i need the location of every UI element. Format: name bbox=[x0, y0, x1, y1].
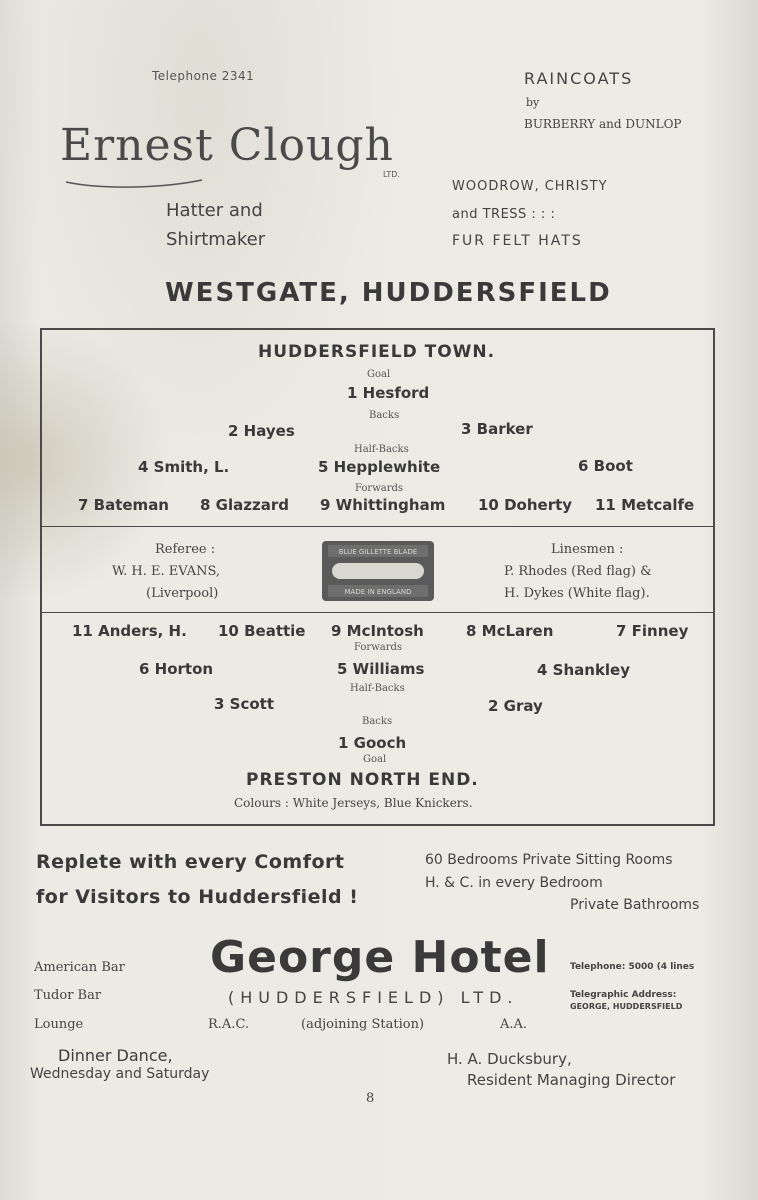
linesman-1: P. Rhodes (Red flag) & bbox=[504, 564, 652, 579]
linesman-2: H. Dykes (White flag). bbox=[504, 586, 650, 601]
hat-brands-line1: WOODROW, CHRISTY bbox=[452, 179, 608, 194]
rac-badge: R.A.C. bbox=[208, 1017, 250, 1032]
away-halfback-centre: 5 Williams bbox=[337, 660, 425, 678]
away-back-right: 2 Gray bbox=[488, 697, 543, 715]
telegraphic-label: Telegraphic Address: bbox=[570, 990, 677, 1000]
dinner-dance: Dinner Dance, bbox=[58, 1046, 173, 1065]
raincoat-brands: BURBERRY and DUNLOP bbox=[524, 117, 682, 131]
hat-brands-line2: and TRESS : : : bbox=[452, 207, 556, 222]
away-forward-2: 10 Beattie bbox=[218, 622, 306, 640]
home-team-name: HUDDERSFIELD TOWN. bbox=[258, 342, 496, 362]
hotel-ltd: (HUDDERSFIELD) LTD. bbox=[228, 988, 519, 1007]
lounge: Lounge bbox=[34, 1017, 84, 1032]
aa-badge: A.A. bbox=[500, 1017, 528, 1032]
home-forward-1: 7 Bateman bbox=[78, 496, 169, 514]
hotel-manager: H. A. Ducksbury, bbox=[447, 1050, 572, 1068]
home-back-left: 2 Hayes bbox=[228, 422, 295, 440]
away-halfback-left: 6 Horton bbox=[139, 660, 214, 678]
home-backs-label: Backs bbox=[369, 410, 400, 421]
american-bar: American Bar bbox=[34, 960, 125, 975]
razor-blade-icon bbox=[318, 535, 438, 607]
tudor-bar: Tudor Bar bbox=[34, 988, 102, 1003]
fur-felt-hats: FUR FELT HATS bbox=[452, 233, 583, 249]
comfort-line-2: for Visitors to Huddersfield ! bbox=[36, 886, 359, 908]
hotel-hc: H. & C. in every Bedroom bbox=[425, 875, 603, 891]
away-colours: Colours : White Jerseys, Blue Knickers. bbox=[234, 796, 473, 810]
hotel-bedrooms: 60 Bedrooms Private Sitting Rooms bbox=[425, 852, 673, 868]
dinner-dance-days: Wednesday and Saturday bbox=[30, 1066, 210, 1082]
home-forward-2: 8 Glazzard bbox=[200, 496, 289, 514]
hotel-bathrooms: Private Bathrooms bbox=[570, 897, 700, 913]
away-goal-label: Goal bbox=[363, 754, 387, 765]
away-forwards-label: Forwards bbox=[354, 642, 403, 653]
home-forward-5: 11 Metcalfe bbox=[595, 496, 695, 514]
home-goal-label: Goal bbox=[367, 369, 391, 380]
shop-address: WESTGATE, HUDDERSFIELD bbox=[165, 278, 612, 308]
shop-logo-ltd: LTD. bbox=[383, 170, 400, 179]
away-backs-label: Backs bbox=[362, 716, 393, 727]
away-team-name: PRESTON NORTH END. bbox=[246, 770, 479, 790]
away-goalkeeper: 1 Gooch bbox=[338, 734, 407, 752]
blade-top-text: BLUE GILLETTE BLADE bbox=[338, 548, 418, 556]
home-halfback-left: 4 Smith, L. bbox=[138, 458, 230, 476]
hotel-name: George Hotel bbox=[210, 932, 550, 983]
tagline-hatter: Hatter and bbox=[166, 200, 263, 221]
away-halfbacks-label: Half-Backs bbox=[350, 683, 405, 694]
home-halfbacks-label: Half-Backs bbox=[354, 444, 409, 455]
away-back-left: 3 Scott bbox=[214, 695, 274, 713]
raincoats-heading: RAINCOATS bbox=[524, 69, 634, 88]
hotel-telephone: Telephone: 5000 (4 lines bbox=[570, 962, 695, 972]
home-goalkeeper: 1 Hesford bbox=[347, 384, 430, 402]
home-forward-4: 10 Doherty bbox=[478, 496, 573, 514]
blade-bottom-text: MADE IN ENGLAND bbox=[344, 588, 412, 596]
home-forward-3: 9 Whittingham bbox=[320, 496, 446, 514]
home-halfback-centre: 5 Hepplewhite bbox=[318, 458, 441, 476]
linesmen-label: Linesmen : bbox=[551, 542, 624, 557]
telegraphic-address: GEORGE, HUDDERSFIELD bbox=[570, 1002, 683, 1011]
away-forward-3: 9 McIntosh bbox=[331, 622, 424, 640]
home-halfback-right: 6 Boot bbox=[578, 457, 633, 475]
divider-top bbox=[40, 526, 715, 527]
away-forward-5: 7 Finney bbox=[616, 622, 689, 640]
by-text: by bbox=[526, 96, 540, 109]
home-back-right: 3 Barker bbox=[461, 420, 533, 438]
away-forward-4: 8 McLaren bbox=[466, 622, 554, 640]
telephone-number: Telephone 2341 bbox=[152, 69, 255, 83]
shop-logo: Ernest Clough bbox=[60, 120, 394, 171]
comfort-line-1: Replete with every Comfort bbox=[36, 851, 345, 873]
page-number: 8 bbox=[366, 1091, 375, 1106]
adjoining-station: (adjoining Station) bbox=[301, 1017, 425, 1032]
logo-swash-icon bbox=[64, 178, 204, 190]
referee-name: W. H. E. EVANS, bbox=[112, 564, 221, 579]
divider-bottom bbox=[40, 612, 715, 613]
away-halfback-right: 4 Shankley bbox=[537, 661, 631, 679]
hotel-manager-title: Resident Managing Director bbox=[467, 1071, 676, 1089]
home-forwards-label: Forwards bbox=[355, 483, 404, 494]
tagline-shirtmaker: Shirtmaker bbox=[166, 229, 266, 250]
referee-town: (Liverpool) bbox=[146, 586, 219, 601]
away-forward-1: 11 Anders, H. bbox=[72, 622, 187, 640]
referee-label: Referee : bbox=[155, 542, 216, 557]
